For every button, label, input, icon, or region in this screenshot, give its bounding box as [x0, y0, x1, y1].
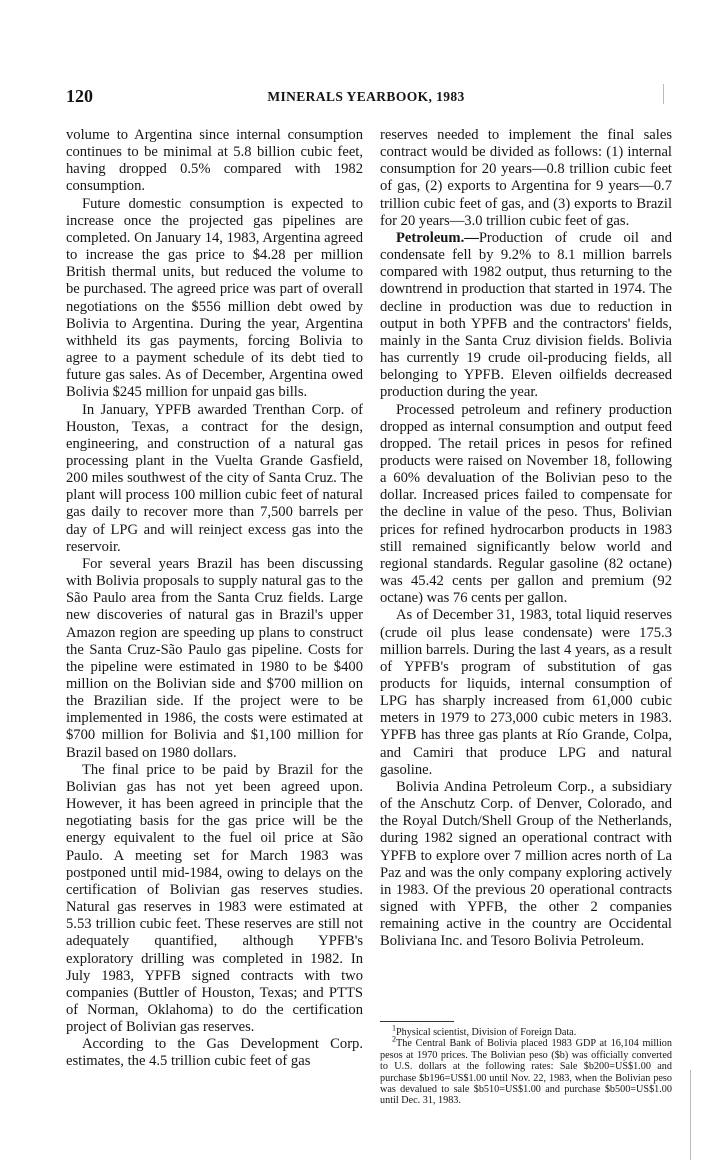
section-heading: Petroleum.— — [396, 229, 479, 246]
right-column — [380, 127, 672, 951]
page-number: 120 — [66, 86, 93, 106]
paragraph: According to the Gas Development Corp. estimates, the 4.5 trillion cubic feet of gas — [66, 1036, 363, 1070]
paragraph: The final price to be paid by Brazil for the Bolivian gas has not yet been agreed upon. However, it has been agreed in principle that the negotiating basis for the gas price will be the energy equivalent to the fuel oil price at São Paulo. A meeting set for March 1983 was postponed until mid-1984, owing to delays on the certification of Bolivian gas reserves studies. Natural gas reserves in 1983 were estimated at 5.53 trillion cubic feet. These reserves are still not adequately quantified, although YPFB's exploratory drilling was completed in 1982. In July 1983, YPFB signed contracts with two companies (Buttler of Houston, Texas; and PTTS of Norman, Oklahoma) to do the certification project of Bolivian gas reserves. — [66, 761, 363, 1036]
paragraph: volume to Argentina since internal consumption continues to be minimal at 5.8 billion cubic feet, having dropped 0.5% compared with 1982 consumption. — [66, 127, 363, 195]
running-title: MINERALS YEARBOOK, 1983 — [267, 89, 465, 104]
footnote-text: The Central Bank of Bolivia placed 1983 GDP at 16,104 million pesos at 1970 prices. The Bolivian peso ($b) was officially converted to U.S. dollars at the following rates: Sale $b200=US$1.00 and purchase $b196=US$1.00 until Nov. 22, 1983, when the Bolivian peso was devalued to sale $b510=US$1.00 and purchase $b500=US$1.00 until Dec. 31, 1983. — [380, 1038, 672, 1107]
footnote-mark: 2 — [392, 1035, 396, 1045]
footnote-mark: 1 — [392, 1023, 396, 1033]
paragraph: In January, YPFB awarded Trenthan Corp. of Houston, Texas, a contract for the design, engineering, and construction of a natural gas processing plant in the Vuelta Grande Gasfield, 200 miles southwest of the city of Santa Cruz. The plant will process 100 million cubic feet of natural gas daily to recover more than 7,500 barrels per day of LPG and will reinject excess gas into the reservoir. — [66, 401, 363, 555]
footnote-text: Physical scientist, Division of Foreign Data. — [396, 1027, 577, 1038]
paragraph: As of December 31, 1983, total liquid reserves (crude oil plus lease condensate) were 175.3 million barrels. During the last 4 years, as a result of YPFB's program of substitution of gas products for liquids, internal consumption of LPG has sharply increased from 61,000 cubic meters in 1979 to 273,000 cubic meters in 1983. YPFB has three gas plants at Río Grande, Colpa, and Camiri that produce LPG and natural gasoline. — [380, 607, 672, 778]
paragraph: reserves needed to implement the final sales contract would be divided as follows: (1) internal consumption for 20 years—0.8 trillion cubic feet of gas, (2) exports to Argentina for 9 years—0.7 trillion cubic feet of gas, and (3) exports to Brazil for 20 years—3.0 trillion cubic feet of gas. — [380, 127, 672, 229]
footnote — [380, 1023, 672, 1038]
footnote — [380, 1035, 672, 1107]
paragraph-text: Production of crude oil and condensate fell by 9.2% to 8.1 million barrels compared with 1982 output, thus returning to the downtrend in production that started in 1974. The decline in production was due to reduction in output in both YPFB and the contractors' fields, mainly in the Santa Cruz division fields. Bolivia has currently 19 crude oil-producing fields, all belonging to YPFB. Eleven oilfields decreased production during the year. — [380, 229, 672, 401]
paragraph: For several years Brazil has been discussing with Bolivia proposals to supply natural gas to the São Paulo area from the Santa Cruz fields. Large new discoveries of natural gas in Brazil's upper Amazon region are speeding up plans to construct the Santa Cruz-São Paulo gas pipeline. Costs for the pipeline were estimated in 1980 to be $400 million on the Bolivian side and $700 million on the Brazilian side. If the project were to be implemented in 1986, the costs were estimated at $700 million for Bolivia and $1,100 million for Brazil based on 1980 dollars. — [66, 555, 363, 761]
scan-edge-mark — [690, 1070, 691, 1160]
page-header — [66, 86, 666, 108]
left-column — [66, 127, 363, 1071]
paragraph — [380, 230, 672, 402]
footnote-divider — [380, 1021, 454, 1022]
footnotes — [380, 1023, 672, 1107]
paragraph: Processed petroleum and refinery production dropped as internal consumption and output feed dropped. The retail prices in pesos for refined products were raised on November 18, following a 60% devaluation of the Bolivian peso to the dollar. Increased prices failed to compensate for the decline in value of the peso. Thus, Bolivian prices for refined hydrocarbon products in 1983 still remained significantly below world and regional standards. Regular gasoline (82 octane) was 45.42 cents per gallon and premium (92 octane) was 76 cents per gallon. — [380, 401, 672, 607]
scan-edge-mark — [663, 84, 664, 104]
paragraph: Future domestic consumption is expected to increase once the projected gas pipelines are completed. On January 14, 1983, Argentina agreed to increase the gas price to $4.28 per million British thermal units, but reduced the volume to be purchased. The agreed price was part of overall negotiations on the $556 million debt owed by Bolivia to Argentina. During the year, Argentina withheld its gas payments, forcing Bolivia to agree to a payment schedule of its debt tied to future gas sales. As of December, Argentina owed Bolivia $245 million for unpaid gas bills. — [66, 195, 363, 401]
paragraph: Bolivia Andina Petroleum Corp., a subsidiary of the Anschutz Corp. of Denver, Colorado, and the Royal Dutch/Shell Group of the Netherlands, during 1982 signed an operational contract with YPFB to explore over 7 million acres north of La Paz and was the only company exploring actively in 1983. Of the previous 20 operational contracts signed with YPFB, the other 2 companies remaining active in the country are Occidental Boliviana Inc. and Tesoro Bolivia Petroleum. — [380, 778, 672, 950]
